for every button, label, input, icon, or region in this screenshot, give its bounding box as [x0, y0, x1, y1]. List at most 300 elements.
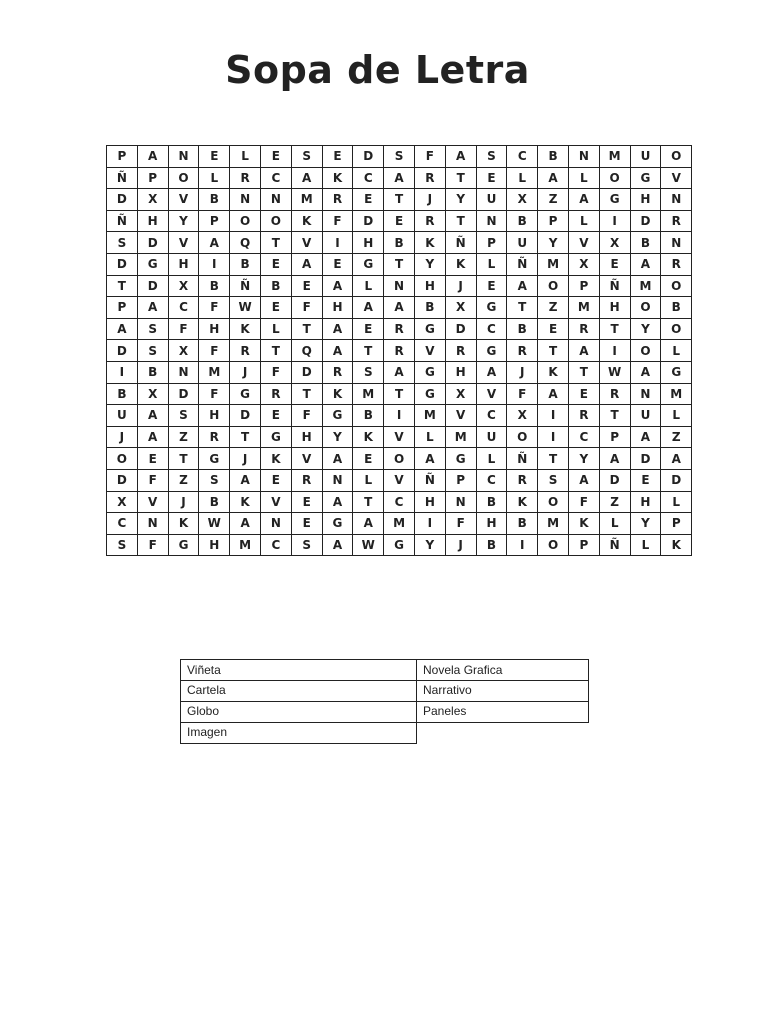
grid-cell: O — [661, 275, 692, 297]
grid-cell: H — [476, 513, 507, 535]
grid-cell: D — [630, 210, 661, 232]
grid-cell: B — [137, 361, 168, 383]
grid-cell: R — [230, 340, 261, 362]
grid-cell: Y — [568, 448, 599, 470]
grid-cell: L — [476, 448, 507, 470]
grid-cell: I — [322, 232, 353, 254]
grid-cell: H — [168, 253, 199, 275]
grid-cell: P — [568, 534, 599, 556]
grid-cell: X — [599, 232, 630, 254]
grid-cell: X — [168, 340, 199, 362]
grid-cell: N — [168, 146, 199, 168]
grid-cell: R — [414, 167, 445, 189]
grid-cell: D — [107, 340, 138, 362]
grid-cell: D — [661, 469, 692, 491]
grid-cell: H — [353, 232, 384, 254]
grid-cell: S — [168, 405, 199, 427]
grid-cell: S — [291, 534, 322, 556]
grid-cell: R — [661, 253, 692, 275]
grid-cell: B — [476, 534, 507, 556]
page-title: Sopa de Letra — [225, 48, 530, 92]
grid-cell: S — [538, 469, 569, 491]
grid-cell: M — [230, 534, 261, 556]
grid-cell: O — [630, 340, 661, 362]
grid-cell: W — [230, 297, 261, 319]
grid-cell: D — [168, 383, 199, 405]
grid-cell: T — [291, 383, 322, 405]
grid-cell: P — [538, 210, 569, 232]
grid-cell: U — [630, 405, 661, 427]
grid-cell: G — [168, 534, 199, 556]
grid-cell: D — [599, 469, 630, 491]
grid-cell: C — [507, 146, 538, 168]
grid-cell: D — [630, 448, 661, 470]
grid-cell: Q — [291, 340, 322, 362]
grid-cell: B — [230, 253, 261, 275]
grid-cell: K — [445, 253, 476, 275]
grid-cell: V — [291, 448, 322, 470]
grid-cell: R — [291, 469, 322, 491]
grid-cell: F — [168, 318, 199, 340]
grid-cell: K — [661, 534, 692, 556]
grid-cell: T — [507, 297, 538, 319]
grid-cell: Y — [414, 253, 445, 275]
grid-cell: D — [137, 275, 168, 297]
grid-cell: K — [230, 491, 261, 513]
grid-row — [107, 210, 692, 232]
grid-cell: E — [538, 318, 569, 340]
grid-row — [107, 253, 692, 275]
grid-cell: E — [260, 253, 291, 275]
grid-cell: S — [107, 534, 138, 556]
grid-cell: N — [384, 275, 415, 297]
grid-cell: R — [199, 426, 230, 448]
grid-cell: W — [353, 534, 384, 556]
grid-cell: I — [107, 361, 138, 383]
grid-cell: O — [630, 297, 661, 319]
grid-cell: E — [476, 275, 507, 297]
grid-cell: Ñ — [507, 448, 538, 470]
grid-cell: N — [661, 189, 692, 211]
grid-cell: M — [445, 426, 476, 448]
grid-cell: F — [291, 405, 322, 427]
grid-cell: H — [630, 491, 661, 513]
grid-cell: T — [168, 448, 199, 470]
grid-cell: N — [661, 232, 692, 254]
grid-cell: A — [137, 405, 168, 427]
grid-cell: E — [353, 448, 384, 470]
grid-cell: A — [568, 189, 599, 211]
grid-cell: F — [568, 491, 599, 513]
grid-cell: F — [137, 534, 168, 556]
grid-cell: T — [353, 491, 384, 513]
grid-cell: N — [630, 383, 661, 405]
grid-cell: A — [599, 448, 630, 470]
grid-cell: Z — [168, 469, 199, 491]
grid-row — [107, 469, 692, 491]
grid-cell: B — [199, 275, 230, 297]
grid-cell: K — [322, 167, 353, 189]
grid-cell: A — [322, 448, 353, 470]
grid-cell: Ñ — [445, 232, 476, 254]
grid-cell: G — [476, 340, 507, 362]
grid-cell: A — [630, 361, 661, 383]
grid-cell: C — [107, 513, 138, 535]
grid-cell: R — [599, 383, 630, 405]
grid-cell: H — [199, 405, 230, 427]
grid-cell: L — [260, 318, 291, 340]
grid-cell: P — [137, 167, 168, 189]
grid-cell: D — [107, 253, 138, 275]
grid-cell: G — [230, 383, 261, 405]
grid-cell: Ñ — [107, 167, 138, 189]
grid-cell: Z — [661, 426, 692, 448]
grid-cell: E — [260, 146, 291, 168]
grid-cell: R — [322, 189, 353, 211]
grid-cell: E — [599, 253, 630, 275]
grid-cell: Z — [168, 426, 199, 448]
grid-cell: X — [445, 297, 476, 319]
grid-cell: V — [291, 232, 322, 254]
grid-cell: E — [291, 513, 322, 535]
grid-cell: T — [291, 318, 322, 340]
grid-cell: J — [507, 361, 538, 383]
grid-cell: B — [414, 297, 445, 319]
grid-cell: O — [230, 210, 261, 232]
grid-row — [107, 534, 692, 556]
grid-cell: N — [568, 146, 599, 168]
grid-cell: T — [384, 253, 415, 275]
grid-cell: A — [538, 167, 569, 189]
grid-cell: B — [507, 318, 538, 340]
word-list-item: Imagen — [180, 722, 417, 744]
grid-cell: M — [661, 383, 692, 405]
grid-cell: J — [414, 189, 445, 211]
grid-cell: A — [630, 253, 661, 275]
grid-cell: Y — [414, 534, 445, 556]
grid-cell: N — [260, 189, 291, 211]
grid-cell: D — [230, 405, 261, 427]
grid-cell: T — [107, 275, 138, 297]
grid-cell: G — [353, 253, 384, 275]
grid-cell: B — [107, 383, 138, 405]
word-list-item: Viñeta — [180, 659, 417, 681]
grid-cell: F — [260, 361, 291, 383]
grid-cell: Ñ — [230, 275, 261, 297]
grid-row — [107, 146, 692, 168]
grid-cell: O — [107, 448, 138, 470]
grid-cell: I — [599, 210, 630, 232]
grid-cell: M — [538, 253, 569, 275]
grid-cell: L — [661, 340, 692, 362]
grid-cell: F — [199, 383, 230, 405]
grid-cell: I — [199, 253, 230, 275]
grid-cell: J — [230, 361, 261, 383]
grid-cell: B — [507, 513, 538, 535]
grid-cell: L — [568, 167, 599, 189]
grid-cell: A — [137, 146, 168, 168]
grid-cell: K — [353, 426, 384, 448]
grid-cell: A — [476, 361, 507, 383]
grid-cell: T — [445, 167, 476, 189]
grid-cell: R — [568, 318, 599, 340]
grid-cell: O — [538, 491, 569, 513]
grid-cell: R — [230, 167, 261, 189]
grid-cell: G — [137, 253, 168, 275]
grid-cell: A — [507, 275, 538, 297]
grid-cell: U — [476, 426, 507, 448]
grid-cell: L — [199, 167, 230, 189]
grid-cell: O — [538, 275, 569, 297]
grid-cell: K — [291, 210, 322, 232]
grid-cell: J — [230, 448, 261, 470]
grid-cell: B — [507, 210, 538, 232]
grid-cell: V — [137, 491, 168, 513]
grid-cell: K — [230, 318, 261, 340]
grid-cell: H — [199, 318, 230, 340]
grid-cell: O — [599, 167, 630, 189]
grid-cell: Z — [538, 189, 569, 211]
grid-cell: E — [260, 297, 291, 319]
grid-cell: B — [476, 491, 507, 513]
grid-cell: S — [291, 146, 322, 168]
grid-cell: W — [199, 513, 230, 535]
grid-cell: T — [384, 383, 415, 405]
grid-cell: B — [630, 232, 661, 254]
grid-cell: G — [445, 448, 476, 470]
grid-cell: R — [568, 405, 599, 427]
grid-cell: H — [322, 297, 353, 319]
grid-cell: Ñ — [599, 534, 630, 556]
grid-cell: Y — [538, 232, 569, 254]
grid-cell: T — [599, 405, 630, 427]
grid-cell: M — [384, 513, 415, 535]
grid-cell: H — [630, 189, 661, 211]
grid-cell: R — [507, 469, 538, 491]
grid-cell: A — [568, 340, 599, 362]
grid-cell: E — [384, 210, 415, 232]
grid-cell: Y — [322, 426, 353, 448]
grid-cell: E — [199, 146, 230, 168]
grid-cell: X — [568, 253, 599, 275]
grid-row — [107, 383, 692, 405]
grid-cell: Y — [630, 513, 661, 535]
grid-cell: R — [260, 383, 291, 405]
grid-cell: E — [260, 405, 291, 427]
grid-cell: H — [414, 491, 445, 513]
grid-cell: D — [353, 146, 384, 168]
grid-cell: Ñ — [599, 275, 630, 297]
grid-cell: A — [199, 232, 230, 254]
word-list-item: Globo — [180, 701, 417, 723]
grid-cell: M — [630, 275, 661, 297]
word-search-grid — [106, 145, 692, 556]
grid-cell: J — [168, 491, 199, 513]
grid-cell: K — [568, 513, 599, 535]
grid-cell: S — [476, 146, 507, 168]
grid-cell: G — [322, 513, 353, 535]
word-list-item: Paneles — [416, 701, 589, 723]
grid-cell: E — [291, 275, 322, 297]
grid-cell: Y — [445, 189, 476, 211]
grid-cell: D — [291, 361, 322, 383]
grid-cell: I — [507, 534, 538, 556]
grid-cell: C — [260, 534, 291, 556]
grid-cell: A — [414, 448, 445, 470]
grid-cell: T — [260, 340, 291, 362]
grid-cell: S — [353, 361, 384, 383]
grid-cell: H — [445, 361, 476, 383]
grid-cell: S — [199, 469, 230, 491]
grid-cell: W — [599, 361, 630, 383]
grid-cell: D — [445, 318, 476, 340]
grid-cell: A — [322, 275, 353, 297]
grid-cell: E — [322, 146, 353, 168]
grid-cell: M — [199, 361, 230, 383]
grid-cell: T — [568, 361, 599, 383]
grid-cell: Z — [538, 297, 569, 319]
grid-cell: B — [199, 189, 230, 211]
grid-cell: J — [445, 534, 476, 556]
grid-cell: A — [322, 491, 353, 513]
grid-cell: G — [661, 361, 692, 383]
grid-row — [107, 297, 692, 319]
word-list — [180, 659, 589, 745]
grid-cell: H — [291, 426, 322, 448]
grid-cell: R — [445, 340, 476, 362]
grid-cell: F — [291, 297, 322, 319]
grid-row — [107, 361, 692, 383]
grid-cell: H — [414, 275, 445, 297]
grid-cell: O — [538, 534, 569, 556]
grid-cell: K — [538, 361, 569, 383]
grid-cell: B — [661, 297, 692, 319]
grid-cell: A — [322, 534, 353, 556]
grid-cell: F — [507, 383, 538, 405]
grid-cell: L — [353, 469, 384, 491]
grid-cell: A — [322, 318, 353, 340]
grid-cell: A — [384, 167, 415, 189]
grid-cell: A — [137, 426, 168, 448]
grid-cell: I — [384, 405, 415, 427]
grid-cell: E — [260, 469, 291, 491]
grid-cell: L — [476, 253, 507, 275]
grid-cell: A — [322, 340, 353, 362]
grid-cell: D — [107, 469, 138, 491]
word-list-item: Cartela — [180, 680, 417, 702]
grid-cell: O — [260, 210, 291, 232]
grid-cell: B — [353, 405, 384, 427]
grid-cell: N — [168, 361, 199, 383]
grid-row — [107, 491, 692, 513]
grid-cell: E — [568, 383, 599, 405]
grid-cell: S — [137, 318, 168, 340]
grid-cell: A — [353, 297, 384, 319]
grid-cell: V — [168, 189, 199, 211]
grid-cell: G — [260, 426, 291, 448]
grid-cell: H — [599, 297, 630, 319]
grid-cell: G — [476, 297, 507, 319]
word-list-item: Narrativo — [416, 680, 589, 702]
grid-cell: A — [445, 146, 476, 168]
grid-cell: N — [445, 491, 476, 513]
grid-cell: L — [630, 534, 661, 556]
grid-cell: A — [568, 469, 599, 491]
grid-cell: L — [568, 210, 599, 232]
grid-cell: F — [445, 513, 476, 535]
grid-cell: R — [507, 340, 538, 362]
grid-cell: G — [384, 534, 415, 556]
grid-cell: G — [199, 448, 230, 470]
grid-row — [107, 275, 692, 297]
grid-cell: G — [630, 167, 661, 189]
grid-cell: V — [414, 340, 445, 362]
grid-cell: T — [260, 232, 291, 254]
grid-cell: L — [230, 146, 261, 168]
grid-cell: T — [599, 318, 630, 340]
grid-cell: P — [199, 210, 230, 232]
grid-cell: K — [507, 491, 538, 513]
grid-cell: U — [476, 189, 507, 211]
grid-cell: O — [661, 146, 692, 168]
grid-cell: F — [199, 340, 230, 362]
grid-cell: V — [661, 167, 692, 189]
grid-cell: P — [445, 469, 476, 491]
grid-cell: A — [230, 513, 261, 535]
grid-cell: B — [260, 275, 291, 297]
grid-cell: S — [137, 340, 168, 362]
grid-cell: Z — [599, 491, 630, 513]
grid-cell: I — [538, 405, 569, 427]
grid-cell: X — [137, 189, 168, 211]
grid-cell: A — [630, 426, 661, 448]
grid-cell: C — [168, 297, 199, 319]
grid-cell: F — [199, 297, 230, 319]
grid-cell: L — [661, 491, 692, 513]
grid-cell: X — [507, 405, 538, 427]
grid-row — [107, 405, 692, 427]
grid-cell: M — [599, 146, 630, 168]
grid-cell: T — [353, 340, 384, 362]
grid-cell: G — [414, 383, 445, 405]
grid-cell: I — [538, 426, 569, 448]
grid-cell: V — [384, 469, 415, 491]
grid-cell: M — [538, 513, 569, 535]
grid-cell: V — [445, 405, 476, 427]
grid-cell: P — [599, 426, 630, 448]
grid-cell: A — [137, 297, 168, 319]
grid-cell: P — [107, 146, 138, 168]
grid-cell: N — [260, 513, 291, 535]
grid-cell: V — [476, 383, 507, 405]
grid-cell: F — [322, 210, 353, 232]
grid-cell: K — [260, 448, 291, 470]
grid-cell: J — [107, 426, 138, 448]
grid-cell: T — [384, 189, 415, 211]
grid-cell: Ñ — [414, 469, 445, 491]
grid-cell: E — [353, 189, 384, 211]
grid-cell: L — [414, 426, 445, 448]
grid-cell: M — [291, 189, 322, 211]
grid-cell: B — [384, 232, 415, 254]
grid-cell: C — [568, 426, 599, 448]
grid-row — [107, 232, 692, 254]
grid-cell: D — [137, 232, 168, 254]
word-list-item: Novela Grafica — [416, 659, 589, 681]
grid-cell: R — [384, 318, 415, 340]
grid-cell: G — [322, 405, 353, 427]
grid-cell: C — [476, 405, 507, 427]
